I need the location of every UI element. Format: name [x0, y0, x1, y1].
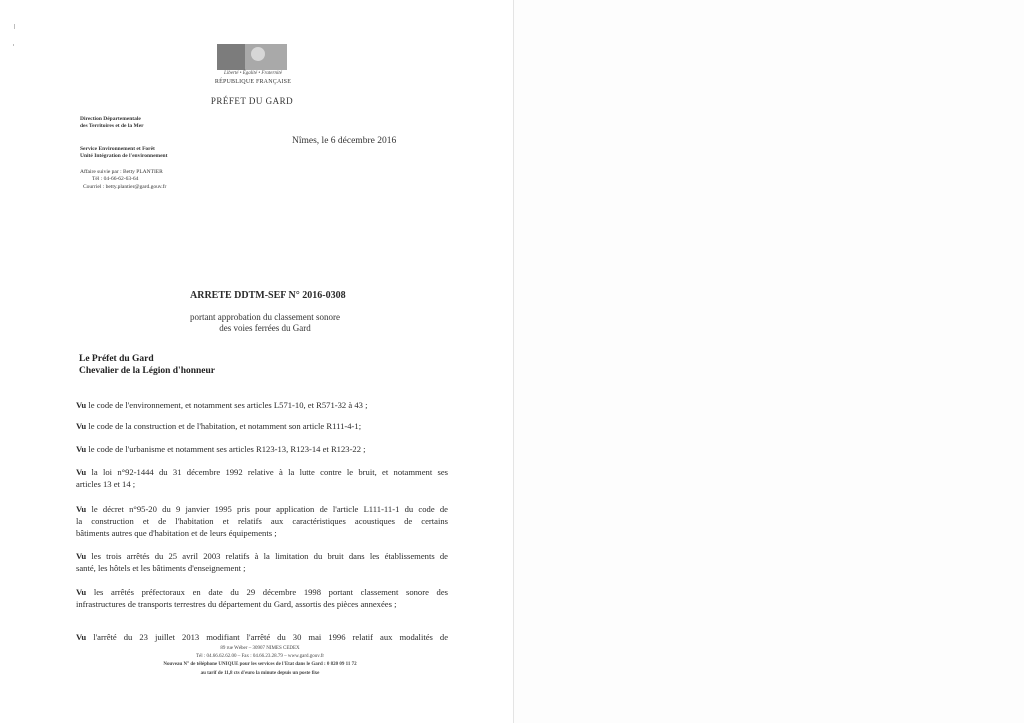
line: bâtiments autres que d'habitation et de leurs équipements ;: [76, 528, 277, 538]
paragraph-text: les arrêtés préfectoraux en date du 29 décembre 1998 portant classement sonore des: [93, 587, 448, 597]
footer-phone: Nouveau N° de téléphone UNIQUE pour les services de l'Etat dans le Gard : 0 820 09 11 72: [163, 662, 357, 667]
prefet-header: PRÉFET DU GARD: [210, 96, 294, 106]
vu-word: Vu: [76, 504, 87, 514]
telephone: Tél : 04-66-62-63-64: [92, 176, 139, 182]
subtitle-line2: des voies ferrées du Gard: [219, 323, 311, 333]
paragraph-text: l'arrêté du 23 juillet 2013 modifiant l'arrêté du 30 mai 1996 relatif aux modalités de: [93, 632, 449, 642]
authority-line2: Chevalier de la Légion d'honneur: [79, 366, 216, 376]
service-line1: Service Environnement et Forêt: [80, 146, 155, 152]
line: articles 13 et 14 ;: [76, 479, 136, 489]
line: la construction et de l'habitation et relatifs aux caractéristiques acoustiques de certains: [76, 516, 448, 526]
authority-line1: Le Préfet du Gard: [79, 354, 154, 364]
republique-francaise: RÉPUBLIQUE FRANÇAISE: [214, 79, 292, 85]
line: santé, les hôtels et les bâtiments d'enseignement ;: [76, 563, 246, 573]
paragraph-text: le code de l'environnement, et notamment ses articles L571-10, et R571-32 à 43 ;: [88, 400, 368, 410]
paragraph-text: le décret n°95-20 du 9 janvier 1995 pris pour application de l'article L111-11-1 du code de: [91, 504, 449, 514]
vu-paragraph-3: [76, 443, 448, 455]
paragraph-text: le code de l'urbanisme et notamment ses articles R123-13, R123-14 et R123-22 ;: [88, 444, 366, 454]
line: [76, 586, 448, 598]
arrete-title: ARRETE DDTM-SEF N° 2016-0308: [190, 290, 346, 301]
blank-right-page: [514, 0, 1024, 723]
page-divider: [513, 0, 514, 723]
vu-word: Vu: [76, 587, 87, 597]
scan-speck: [14, 24, 15, 29]
paragraph-text: la loi n°92-1444 du 31 décembre 1992 relative à la lutte contre le bruit, et notamment ses: [91, 467, 448, 477]
subtitle-line1: portant approbation du classement sonore: [190, 312, 340, 322]
vu-word: Vu: [76, 444, 87, 454]
paragraph-text: le code de la construction et de l'habitation, et notamment son article R111-4-1;: [88, 421, 362, 431]
line: [76, 550, 448, 562]
line: [76, 503, 448, 515]
footer-tarif: au tarif de 11,8 cts d'euro la minute depuis un poste fixe: [200, 671, 320, 676]
affaire-suivie: Affaire suivie par : Betty PLANTIER: [80, 169, 163, 175]
courriel: Courriel : betty.plantier@gard.gouv.fr: [83, 184, 167, 190]
vu-paragraph-8: [76, 631, 448, 643]
vu-paragraph-4: [76, 466, 448, 490]
scan-speck: [13, 44, 14, 46]
direction-line1: Direction Départementale: [80, 116, 141, 122]
paragraph-text: les trois arrêtés du 25 avril 2003 relatifs à la limitation du bruit dans les établissements de: [91, 551, 448, 561]
vu-word: Vu: [76, 467, 87, 477]
footer-address: 89 rue Wéber – 30907 NIMES CEDEX: [220, 646, 300, 651]
vu-paragraph-1: [76, 399, 448, 411]
vu-paragraph-5: [76, 503, 448, 539]
vu-paragraph-6: [76, 550, 448, 574]
service-line2: Unité Intégration de l'environnement: [80, 153, 168, 159]
vu-word: Vu: [76, 421, 87, 431]
footer-contact: Tél : 04.66.62.62.00 – Fax : 04.66.23.28.79 – www.gard.gouv.fr: [195, 654, 325, 659]
vu-paragraph-2: [76, 420, 448, 432]
vu-word: Vu: [76, 551, 87, 561]
vu-word: Vu: [76, 400, 87, 410]
document-date: Nîmes, le 6 décembre 2016: [292, 136, 397, 146]
line: infrastructures de transports terrestres du département du Gard, assortis des pièces annexées ;: [76, 599, 397, 609]
republic-motto: Liberté • Égalité • Fraternité: [224, 71, 282, 76]
line: [76, 466, 448, 478]
line: [76, 631, 448, 643]
marianne-logo: [217, 44, 287, 70]
direction-line2: des Territoires et de la Mer: [80, 123, 144, 129]
vu-word: Vu: [76, 632, 87, 642]
vu-paragraph-7: [76, 586, 448, 610]
